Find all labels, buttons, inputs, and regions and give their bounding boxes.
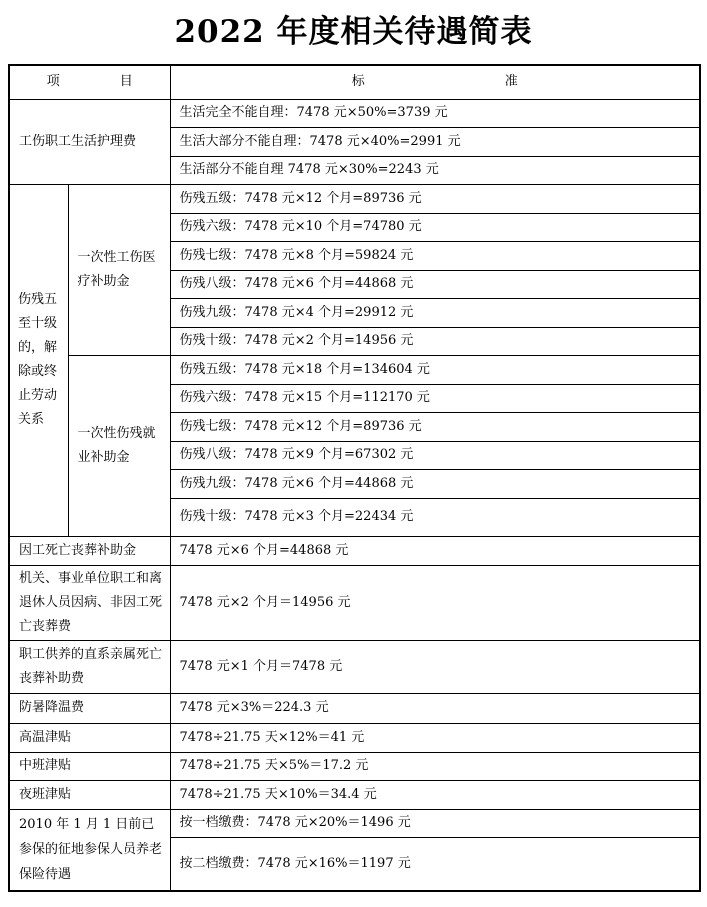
other-label: 中班津贴 (9, 752, 170, 780)
header-item-left: 项 (46, 74, 60, 90)
medical-row: 伤残八级：7478 元×6 个月=44868 元 (170, 270, 700, 298)
table-row (9, 780, 700, 809)
employment-subsidy-label: 一次性伤残就业补助金 (68, 355, 170, 536)
employment-row: 伤残五级：7478 元×18 个月=134604 元 (170, 355, 700, 384)
other-value: 7478 元×1 个月＝7478 元 (170, 640, 700, 693)
medical-row: 伤残九级：7478 元×4 个月=29912 元 (170, 298, 700, 327)
other-value: 7478 元×6 个月=44868 元 (170, 536, 700, 565)
table-row (9, 99, 700, 127)
table-row (9, 536, 700, 565)
employment-row: 伤残十级：7478 元×3 个月=22434 元 (170, 498, 700, 536)
employment-row: 伤残九级：7478 元×6 个月=44868 元 (170, 469, 700, 498)
header-item-right: 目 (119, 74, 133, 90)
other-value: 7478÷21.75 天×5%＝17.2 元 (170, 752, 700, 780)
pension-row: 按一档缴费：7478 元×20%＝1496 元 (170, 809, 700, 837)
medical-row: 伤残六级：7478 元×10 个月=74780 元 (170, 213, 700, 241)
other-value: 7478÷21.75 天×10%＝34.4 元 (170, 780, 700, 809)
medical-subsidy-label: 一次性工伤医疗补助金 (68, 184, 170, 355)
medical-row: 伤残七级：7478 元×8 个月=59824 元 (170, 241, 700, 270)
header-standard (170, 65, 700, 99)
pension-label: 2010 年 1 月 1 日前已参保的征地参保人员养老保险待遇 (9, 809, 170, 891)
table-row (9, 640, 700, 693)
employment-row: 伤残八级：7478 元×9 个月=67302 元 (170, 441, 700, 469)
page-title: 2022 年度相关待遇简表 (174, 14, 533, 50)
other-label: 夜班津贴 (9, 780, 170, 809)
other-value: 7478 元×2 个月＝14956 元 (170, 565, 700, 640)
other-label: 高温津贴 (9, 723, 170, 752)
disability-label: 伤残五至十级的，解除或终止劳动关系 (9, 184, 68, 536)
other-label: 机关、事业单位职工和离退休人员因病、非因工死亡丧葬费 (9, 565, 170, 640)
table-row (9, 565, 700, 640)
table-row (9, 723, 700, 752)
nursing-row: 生活大部分不能自理：7478 元×40%=2991 元 (170, 127, 700, 156)
employment-row: 伤残六级：7478 元×15 个月=112170 元 (170, 384, 700, 412)
header-std-left: 标 (351, 74, 365, 90)
other-label: 防暑降温费 (9, 693, 170, 723)
medical-row: 伤残五级：7478 元×12 个月=89736 元 (170, 184, 700, 213)
other-value: 7478÷21.75 天×12%＝41 元 (170, 723, 700, 752)
nursing-label: 工伤职工生活护理费 (9, 99, 170, 184)
pension-row: 按二档缴费：7478 元×16%＝1197 元 (170, 837, 700, 891)
table-row (9, 355, 700, 384)
medical-row: 伤残十级：7478 元×2 个月=14956 元 (170, 327, 700, 355)
table-header-row (9, 65, 700, 99)
table-row (9, 693, 700, 723)
nursing-row: 生活完全不能自理：7478 元×50%=3739 元 (170, 99, 700, 127)
other-label: 因工死亡丧葬补助金 (9, 536, 170, 565)
header-std-right: 准 (504, 74, 518, 90)
nursing-row: 生活部分不能自理 7478 元×30%=2243 元 (170, 156, 700, 184)
other-value: 7478 元×3%＝224.3 元 (170, 693, 700, 723)
employment-row: 伤残七级：7478 元×12 个月=89736 元 (170, 412, 700, 441)
table-row (9, 752, 700, 780)
header-item (9, 65, 170, 99)
table-row (9, 809, 700, 837)
benefits-table (8, 64, 701, 892)
other-label: 职工供养的直系亲属死亡丧葬补助费 (9, 640, 170, 693)
table-row (9, 184, 700, 213)
